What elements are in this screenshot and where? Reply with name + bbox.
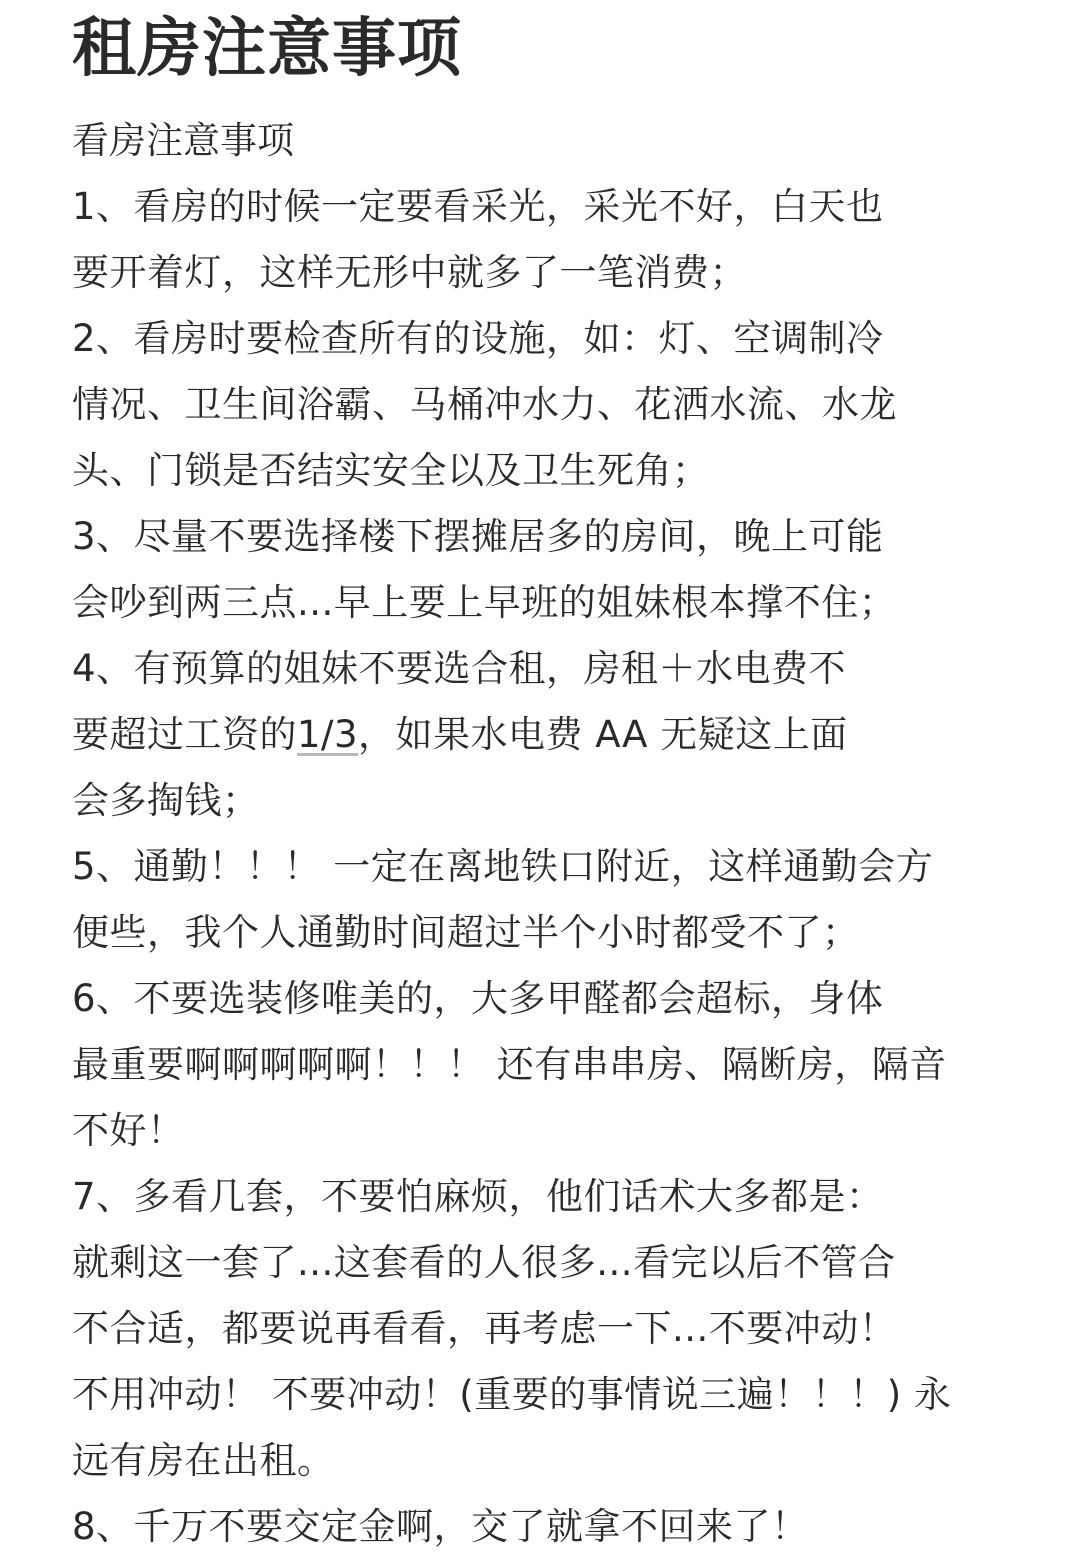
item-1-line-2: 要开着灯，这样无形中就多了一笔消费； (72, 251, 747, 294)
item-6-line-2: 最重要啊啊啊啊啊！！！ 还有串串房、隔断房，隔音 (72, 1043, 947, 1086)
item-7-line-5: 远有房在出租。 (72, 1439, 335, 1482)
item-4-line-3: 会多掏钱； (72, 779, 260, 822)
item-4-line-2 (72, 702, 1012, 768)
item-4-line-2-tail: ，如果水电费 AA 无疑这上面 (358, 713, 848, 756)
list-item-3 (72, 504, 1012, 636)
item-4-line-1: 4、有预算的姐妹不要选合租，房租＋水电费不 (72, 647, 847, 690)
item-7-line-2: 就剩这一套了...这套看的人很多...看完以后不管合 (72, 1241, 896, 1284)
list-item-8 (72, 1494, 1012, 1560)
item-6-line-1: 6、不要选装修唯美的，大多甲醛都会超标，身体 (72, 977, 884, 1020)
item-7-line-1: 7、多看几套，不要怕麻烦，他们话术大多都是： (72, 1175, 884, 1218)
document-page (72, 0, 1012, 1560)
list-item-4 (72, 636, 1012, 834)
fraction-text: 1/3 (297, 713, 359, 756)
item-7-line-3: 不合适，都要说再看看，再考虑一下...不要冲动！ (72, 1307, 897, 1350)
item-3-line-2: 会吵到两三点...早上要上早班的姐妹根本撑不住； (72, 581, 897, 624)
list-item-2 (72, 306, 1012, 504)
item-4-line-2-head: 要超过工资的 (72, 713, 297, 756)
section-subtitle: 看房注意事项 (72, 119, 294, 162)
list-item-6 (72, 966, 1012, 1164)
list-item-1 (72, 174, 1012, 306)
item-5-line-2: 便些，我个人通勤时间超过半个小时都受不了； (72, 911, 860, 954)
list-item-5 (72, 834, 1012, 966)
item-2-line-2: 情况、卫生间浴霸、马桶冲水力、花洒水流、水龙 (72, 383, 897, 426)
item-2-line-1: 2、看房时要检查所有的设施，如：灯、空调制冷 (72, 317, 884, 360)
page-title: 租房注意事项 (72, 12, 462, 86)
item-6-line-3: 不好！ (72, 1109, 185, 1152)
item-5-line-1: 5、通勤！！！ 一定在离地铁口附近，这样通勤会方 (72, 845, 934, 888)
item-8-line-1: 8、千万不要交定金啊，交了就拿不回来了！ (72, 1505, 809, 1548)
list-item-7 (72, 1164, 1012, 1494)
item-3-line-1: 3、尽量不要选择楼下摆摊居多的房间，晚上可能 (72, 515, 884, 558)
item-2-line-3: 头、门锁是否结实安全以及卫生死角； (72, 449, 710, 492)
item-1-line-1: 1、看房的时候一定要看采光，采光不好，白天也 (72, 185, 884, 228)
item-7-line-4: 不用冲动！ 不要冲动！(重要的事情说三遍！！！) 永 (72, 1373, 952, 1416)
